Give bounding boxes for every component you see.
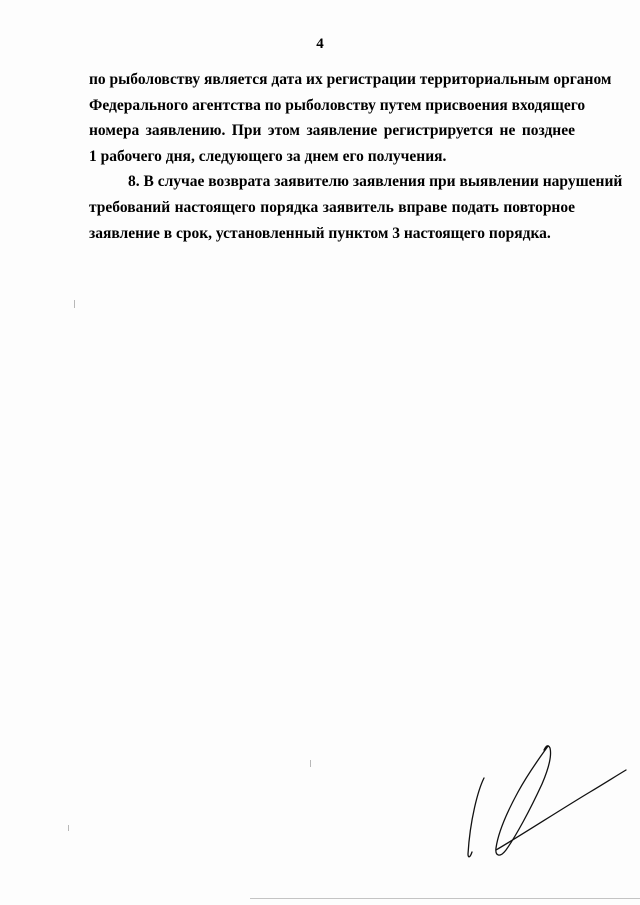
page-edge-line — [250, 898, 640, 899]
text-line: 1 рабочего дня, следующего за днем его получения. — [89, 147, 447, 165]
scan-artifact — [68, 825, 69, 831]
page-number: 4 — [316, 36, 324, 52]
text-line: по рыболовству является дата их регистрации территориальным органом — [89, 71, 612, 88]
paragraph-8 — [89, 169, 623, 246]
text-line: заявление в срок, установленный пунктом 3 настоящего порядка. — [89, 224, 551, 242]
text-line: номера заявлению. При этом заявление регистрируется не позднее — [89, 122, 575, 140]
text-line: требований настоящего порядка заявитель вправе подать повторное — [89, 198, 575, 216]
scan-artifact — [310, 760, 311, 767]
scan-artifact — [74, 300, 75, 308]
text-line: Федерального агентства по рыболовству путем присвоения входящего — [89, 96, 586, 114]
handwritten-signature-icon — [460, 740, 630, 865]
paragraph-continuation — [89, 67, 612, 169]
text-line: 8. В случае возврата заявителю заявления при выявлении нарушений — [128, 173, 623, 191]
document-body — [89, 67, 623, 246]
